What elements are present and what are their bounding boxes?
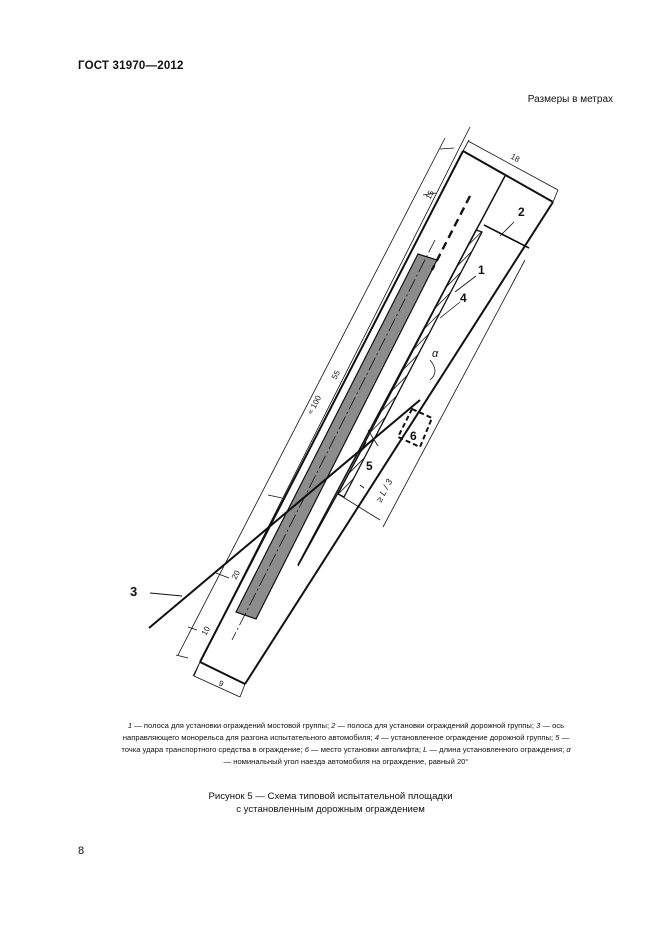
dim-15: 15 bbox=[423, 188, 436, 201]
legend-item-L: L — длина установленного ограждения; bbox=[423, 745, 567, 754]
dim-18: 18 bbox=[509, 151, 522, 165]
legend-item-alpha: α — номинальный угол наезда автомобиля на ограждение, равный 20° bbox=[223, 745, 571, 766]
legend-item-5: 5 — точка удара транспортного средства в ограждение; bbox=[121, 733, 570, 754]
legend-item-3: 3 — ось направляющего монорельса для разгона испытательного автомобиля; bbox=[122, 721, 565, 742]
callout-1: 1 bbox=[478, 263, 485, 277]
dim-9: 9 bbox=[217, 678, 225, 689]
legend-item-2: 2 — полоса для установки ограждений дорожной группы; bbox=[331, 721, 537, 730]
caption-line-1: Рисунок 5 — Схема типовой испытательной площадки bbox=[208, 791, 453, 802]
callout-4: 4 bbox=[460, 291, 467, 305]
caption-line-2: с установленным дорожным ограждением bbox=[236, 804, 425, 815]
legend-item-4: 4 — установленное ограждение дорожной группы; bbox=[374, 733, 556, 742]
legend-item-6: 6 — место установки автолифта; bbox=[304, 745, 424, 754]
callout-3-leader bbox=[150, 593, 182, 596]
dim-10: 10 bbox=[199, 624, 212, 637]
dim-20: 20 bbox=[229, 568, 242, 581]
dim-100: ≈ 100 bbox=[305, 394, 324, 416]
figure-legend bbox=[118, 720, 574, 768]
bridge-barrier-strip bbox=[236, 254, 437, 619]
units-note: Размеры в метрах bbox=[527, 94, 613, 105]
figure-caption bbox=[0, 790, 661, 816]
callout-6: 6 bbox=[410, 429, 417, 443]
standard-header: ГОСТ 31970—2012 bbox=[78, 60, 184, 72]
alpha-label: α bbox=[432, 348, 439, 360]
callout-5: 5 bbox=[366, 459, 373, 473]
legend-item-1: 1 — полоса для установки ограждений мостовой группы; bbox=[127, 721, 332, 730]
strip-axis bbox=[229, 240, 435, 640]
page-number: 8 bbox=[78, 845, 85, 857]
dimension-lines bbox=[176, 127, 558, 697]
monorail-axis bbox=[149, 400, 420, 628]
dim-L3: ≥ L / 3 bbox=[373, 477, 395, 504]
callout-3: 3 bbox=[130, 584, 138, 599]
callout-2: 2 bbox=[518, 205, 525, 219]
dim-55: 55 bbox=[329, 368, 342, 381]
